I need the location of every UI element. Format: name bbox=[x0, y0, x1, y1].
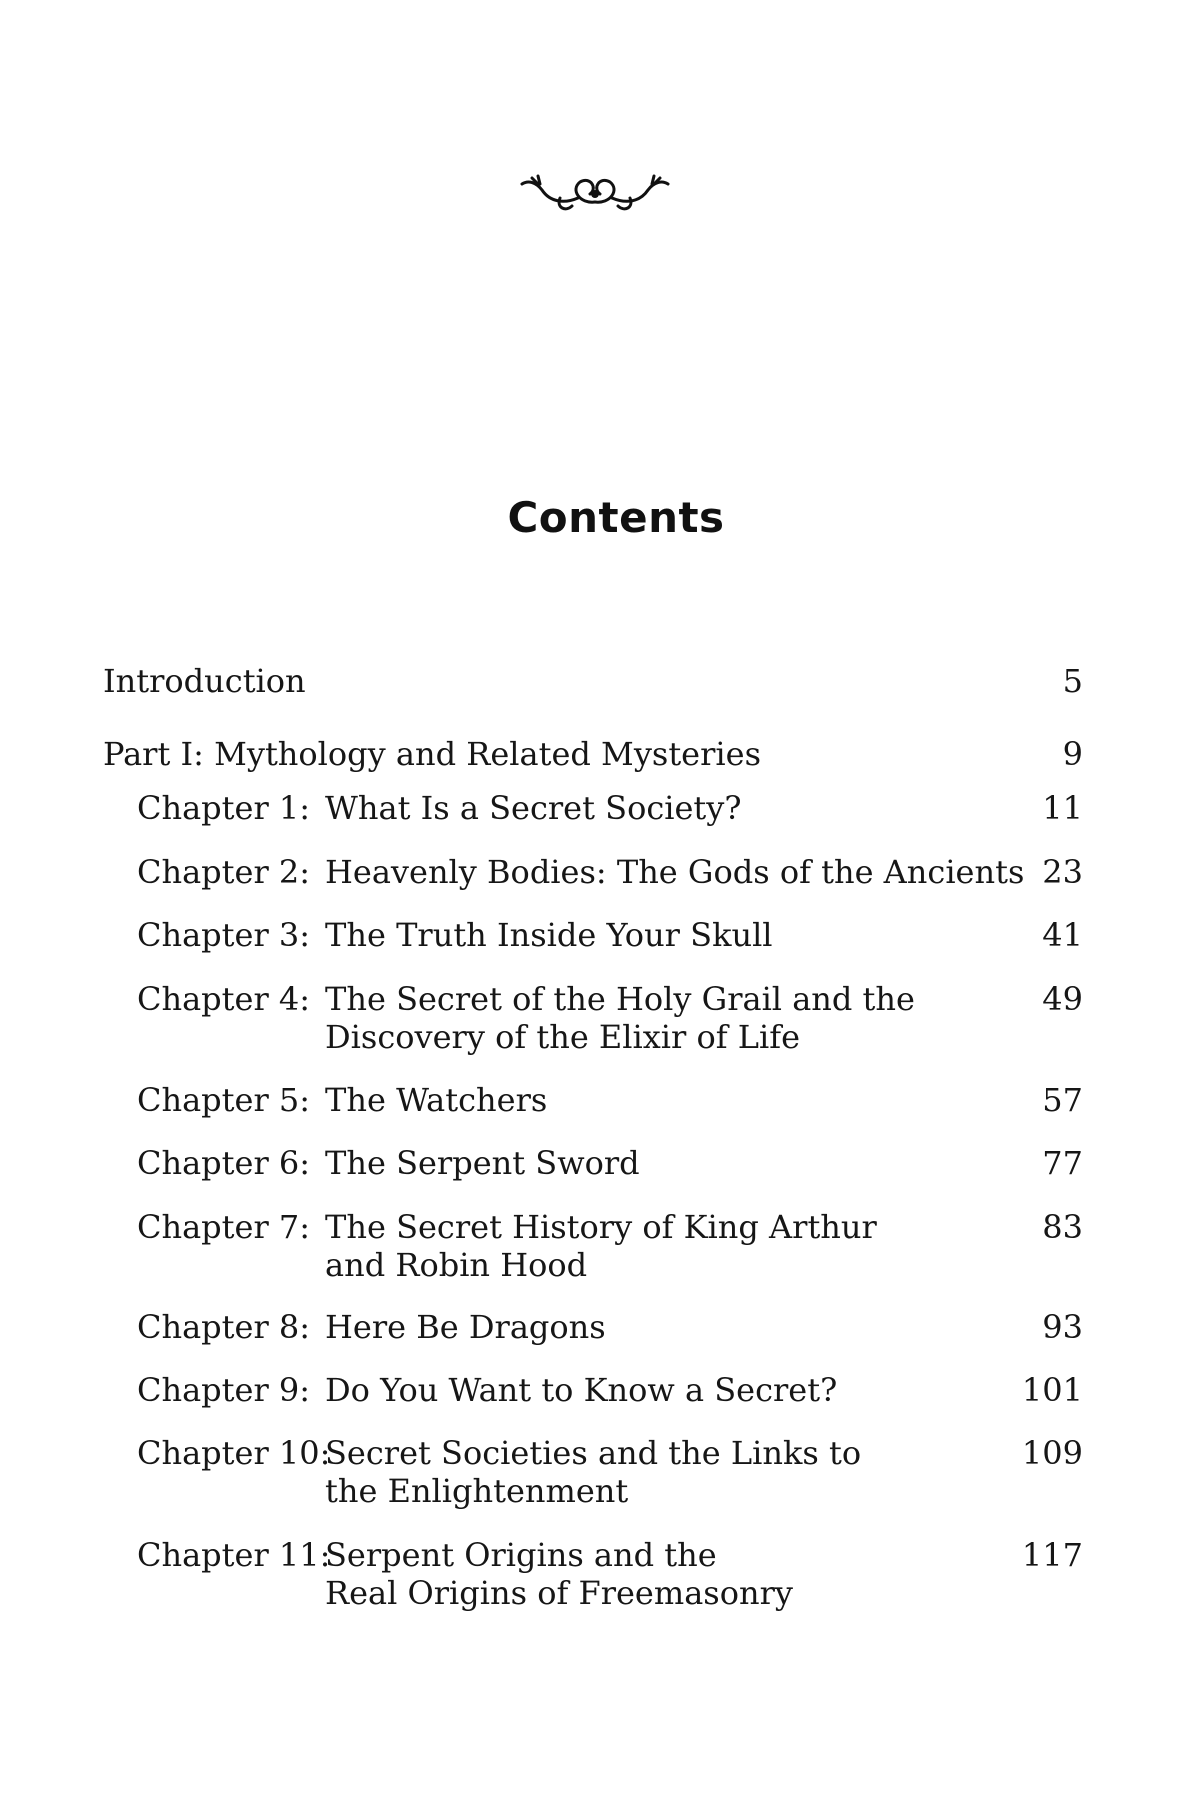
entry-page-number: 5 bbox=[1062, 662, 1083, 700]
chapter-page-number: 83 bbox=[1042, 1208, 1083, 1246]
page-title: Contents bbox=[507, 493, 725, 542]
chapter-title: Serpent Origins and the Real Origins of Freemasonry bbox=[325, 1536, 793, 1612]
chapter-label: Chapter 5: bbox=[137, 1081, 311, 1119]
entry-page-number: 9 bbox=[1062, 735, 1083, 773]
chapter-title: The Secret of the Holy Grail and the Discovery of the Elixir of Life bbox=[325, 980, 915, 1056]
entry-title: Introduction bbox=[103, 662, 306, 700]
chapter-page-number: 93 bbox=[1042, 1308, 1083, 1346]
chapter-page-number: 117 bbox=[1021, 1536, 1083, 1574]
chapter-page-number: 49 bbox=[1042, 980, 1083, 1018]
chapter-page-number: 77 bbox=[1042, 1144, 1083, 1182]
chapter-label: Chapter 4: bbox=[137, 980, 311, 1018]
floral-ornament-icon bbox=[520, 168, 670, 214]
chapter-label: Chapter 3: bbox=[137, 916, 311, 954]
chapter-title: The Truth Inside Your Skull bbox=[325, 916, 773, 954]
chapter-title: What Is a Secret Society? bbox=[325, 789, 742, 827]
chapter-title: Secret Societies and the Links to the Enlightenment bbox=[325, 1434, 862, 1510]
chapter-title: The Watchers bbox=[325, 1081, 548, 1119]
chapter-title: Heavenly Bodies: The Gods of the Ancients bbox=[325, 853, 1025, 891]
chapter-label: Chapter 1: bbox=[137, 789, 311, 827]
chapter-label: Chapter 7: bbox=[137, 1208, 311, 1246]
chapter-label: Chapter 6: bbox=[137, 1144, 311, 1182]
chapter-label: Chapter 10: bbox=[137, 1434, 331, 1472]
chapter-label: Chapter 8: bbox=[137, 1308, 311, 1346]
entry-title: Part I: Mythology and Related Mysteries bbox=[103, 735, 761, 773]
chapter-title: Do You Want to Know a Secret? bbox=[325, 1371, 838, 1409]
chapter-page-number: 101 bbox=[1021, 1371, 1083, 1409]
chapter-page-number: 11 bbox=[1042, 789, 1083, 827]
chapter-label: Chapter 2: bbox=[137, 853, 311, 891]
chapter-page-number: 41 bbox=[1042, 916, 1083, 954]
chapter-title: Here Be Dragons bbox=[325, 1308, 606, 1346]
chapter-page-number: 57 bbox=[1042, 1081, 1083, 1119]
chapter-label: Chapter 11: bbox=[137, 1536, 331, 1574]
chapter-title: The Serpent Sword bbox=[325, 1144, 640, 1182]
chapter-page-number: 109 bbox=[1021, 1434, 1083, 1472]
chapter-page-number: 23 bbox=[1042, 853, 1083, 891]
chapter-label: Chapter 9: bbox=[137, 1371, 311, 1409]
chapter-title: The Secret History of King Arthur and Robin Hood bbox=[325, 1208, 877, 1284]
